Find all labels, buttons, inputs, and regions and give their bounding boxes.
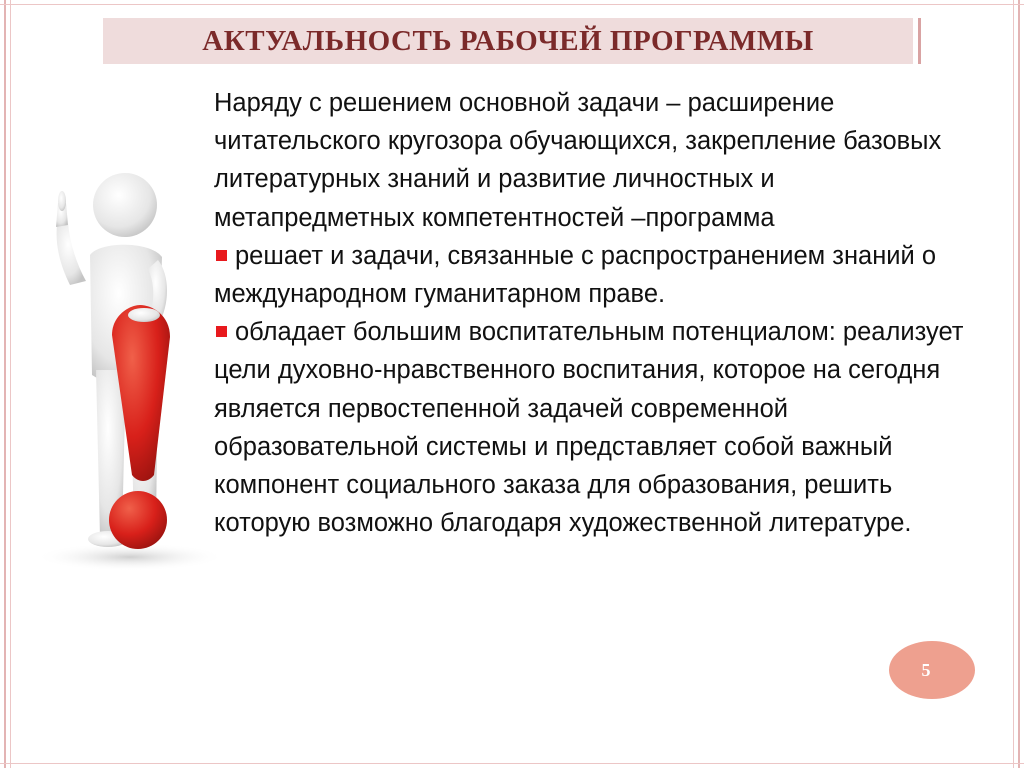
- frame-line-bottom: [0, 763, 1024, 764]
- frame-line-right: [1018, 0, 1020, 768]
- page-number-badge: [889, 641, 975, 699]
- frame-line-left: [4, 0, 6, 768]
- frame-line-left-inner: [10, 0, 11, 768]
- square-bullet-icon: [216, 250, 227, 261]
- person-with-exclamation-icon: [30, 165, 230, 575]
- square-bullet-icon: [216, 326, 227, 337]
- frame-line-top: [0, 4, 1024, 5]
- bullet-item: [214, 237, 974, 313]
- page-number: 5: [921, 659, 931, 680]
- title-band: [103, 18, 913, 64]
- slide-title: АКТУАЛЬНОСТЬ РАБОЧЕЙ ПРОГРАММЫ: [202, 24, 814, 57]
- body-text: [214, 84, 974, 542]
- bullet-text: решает и задачи, связанные с распространением знаний о международном гуманитарном праве.: [214, 241, 937, 309]
- bullet-text: обладает большим воспитательным потенциалом: реализует цели духовно-нравственного воспитания, которое на сегодня является первостепенной задачей современной образовательной системы и представляет собой важный компонент социального заказа для образования, решить которую возможно благодаря художественной литературе.: [214, 318, 964, 538]
- intro-paragraph: Наряду с решением основной задачи – расширение читательского кругозора обучающихся, закрепление базовых литературных знаний и развитие личностных и метапредметных компетентностей –программа: [214, 89, 942, 232]
- frame-line-right-inner: [1013, 0, 1014, 768]
- bullet-item: [214, 313, 974, 542]
